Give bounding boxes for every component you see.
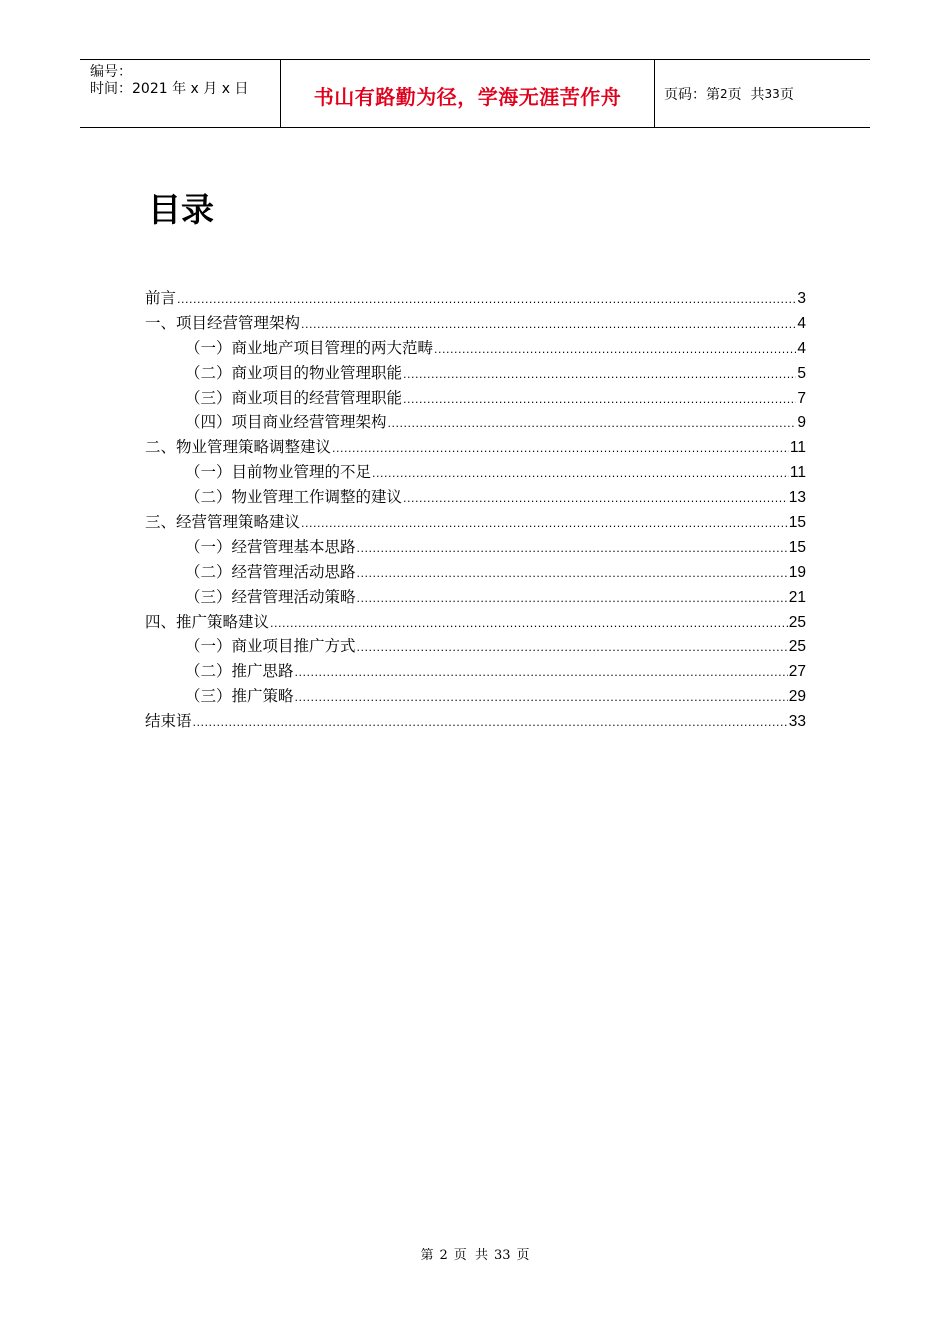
toc-entry[interactable] bbox=[145, 560, 806, 585]
page-header bbox=[80, 59, 870, 128]
toc-entry[interactable] bbox=[145, 709, 806, 734]
header-page-prefix: 页码：第 bbox=[664, 86, 720, 103]
toc-entry[interactable] bbox=[145, 336, 806, 361]
toc-dot-leader bbox=[301, 313, 796, 338]
toc-entry-label: （一）目前物业管理的不足 bbox=[185, 463, 372, 482]
footer-mid: 页 共 bbox=[453, 1248, 488, 1263]
toc-entry[interactable] bbox=[145, 510, 806, 535]
footer-suffix: 页 bbox=[516, 1248, 530, 1263]
toc-entry-label: （一）商业项目推广方式 bbox=[185, 637, 356, 656]
toc-entry-page: 9 bbox=[797, 414, 806, 432]
toc-entry-label: （二）商业项目的物业管理职能 bbox=[185, 363, 403, 382]
toc-dot-leader bbox=[388, 412, 797, 437]
toc-dot-leader bbox=[357, 537, 788, 562]
footer-total: 33 bbox=[494, 1248, 511, 1263]
header-motto: 书山有路勤为径，学海无涯苦作舟 bbox=[313, 85, 622, 109]
toc-dot-leader bbox=[372, 462, 789, 487]
header-page-total: 33 bbox=[764, 86, 780, 101]
toc-entry-page: 29 bbox=[788, 688, 806, 706]
toc-dot-leader bbox=[301, 512, 788, 537]
toc-entry[interactable] bbox=[145, 435, 806, 460]
toc-entry[interactable] bbox=[145, 535, 806, 560]
toc-entry-page: 11 bbox=[789, 439, 806, 457]
toc-entry[interactable] bbox=[145, 634, 806, 659]
footer-prefix: 第 bbox=[420, 1248, 434, 1263]
toc-dot-leader bbox=[357, 636, 788, 661]
toc-entry-label: （二）经营管理活动思路 bbox=[185, 562, 356, 581]
header-meta-cell bbox=[80, 60, 281, 127]
toc-dot-leader bbox=[177, 288, 796, 313]
toc-entry-page: 15 bbox=[788, 514, 806, 532]
toc-entry-page: 13 bbox=[788, 489, 806, 507]
toc-entry-label: 结束语 bbox=[145, 712, 192, 731]
toc-entry-label: （三）推广策略 bbox=[185, 687, 294, 706]
document-code-label: 编号： bbox=[90, 64, 132, 80]
toc-entry-label: 四、推广策略建议 bbox=[145, 612, 270, 631]
header-page-cell bbox=[655, 60, 870, 127]
toc-entry[interactable] bbox=[145, 485, 806, 510]
toc-dot-leader bbox=[357, 587, 788, 612]
toc-dot-leader bbox=[403, 487, 788, 512]
toc-entry[interactable] bbox=[145, 684, 806, 709]
header-motto-cell bbox=[281, 60, 655, 127]
toc-entry-label: （四）项目商业经营管理架构 bbox=[185, 413, 387, 432]
toc-entry-label: 二、物业管理策略调整建议 bbox=[145, 438, 332, 457]
page-footer bbox=[0, 1244, 950, 1263]
header-page-suffix: 页 bbox=[779, 86, 794, 103]
toc-dot-leader bbox=[403, 363, 796, 388]
toc-entry[interactable] bbox=[145, 361, 806, 386]
toc-entry[interactable] bbox=[145, 460, 806, 485]
toc-entry-label: 三、经营管理策略建议 bbox=[145, 513, 301, 532]
toc-entry-page: 11 bbox=[789, 464, 806, 482]
toc-entry-page: 33 bbox=[788, 713, 806, 731]
toc-entry-page: 15 bbox=[788, 538, 806, 556]
toc-entry[interactable] bbox=[145, 286, 806, 311]
toc-entry[interactable] bbox=[145, 386, 806, 411]
toc-entry[interactable] bbox=[145, 311, 806, 336]
toc-entry[interactable] bbox=[145, 659, 806, 684]
toc-dot-leader bbox=[357, 562, 788, 587]
header-page-current: 2 bbox=[720, 86, 728, 101]
toc-dot-leader bbox=[434, 338, 796, 363]
toc-entry-page: 7 bbox=[797, 389, 806, 407]
footer-current: 2 bbox=[439, 1248, 448, 1263]
toc-entry-page: 4 bbox=[797, 314, 806, 332]
table-of-contents bbox=[145, 286, 806, 734]
toc-dot-leader bbox=[403, 388, 796, 413]
toc-entry-page: 25 bbox=[788, 638, 806, 656]
toc-dot-leader bbox=[295, 686, 788, 711]
toc-entry-page: 5 bbox=[797, 364, 806, 382]
toc-dot-leader bbox=[332, 437, 789, 462]
toc-dot-leader bbox=[295, 661, 788, 686]
toc-dot-leader bbox=[270, 612, 788, 637]
toc-entry-label: （一）经营管理基本思路 bbox=[185, 537, 356, 556]
toc-entry-label: （一）商业地产项目管理的两大范畴 bbox=[185, 338, 434, 357]
toc-entry-page: 19 bbox=[788, 563, 806, 581]
toc-entry[interactable] bbox=[145, 410, 806, 435]
toc-title: 目录 bbox=[148, 190, 214, 229]
toc-entry-label: （三）经营管理活动策略 bbox=[185, 587, 356, 606]
toc-entry-label: （二）物业管理工作调整的建议 bbox=[185, 488, 403, 507]
header-page-mid: 页 共 bbox=[727, 86, 765, 103]
document-date: 时间：2021 年 x 月 x 日 bbox=[90, 81, 249, 97]
toc-entry-page: 27 bbox=[788, 663, 806, 681]
toc-entry-page: 25 bbox=[788, 613, 806, 631]
toc-entry-page: 21 bbox=[788, 588, 806, 606]
toc-entry-page: 4 bbox=[797, 339, 806, 357]
toc-entry-label: 一、项目经营管理架构 bbox=[145, 313, 301, 332]
toc-entry-label: （二）推广思路 bbox=[185, 662, 294, 681]
toc-dot-leader bbox=[193, 711, 788, 736]
toc-entry-page: 3 bbox=[797, 290, 806, 307]
toc-entry[interactable] bbox=[145, 610, 806, 635]
toc-entry[interactable] bbox=[145, 585, 806, 610]
toc-entry-label: 前言 bbox=[145, 289, 177, 307]
toc-entry-label: （三）商业项目的经营管理职能 bbox=[185, 388, 403, 407]
